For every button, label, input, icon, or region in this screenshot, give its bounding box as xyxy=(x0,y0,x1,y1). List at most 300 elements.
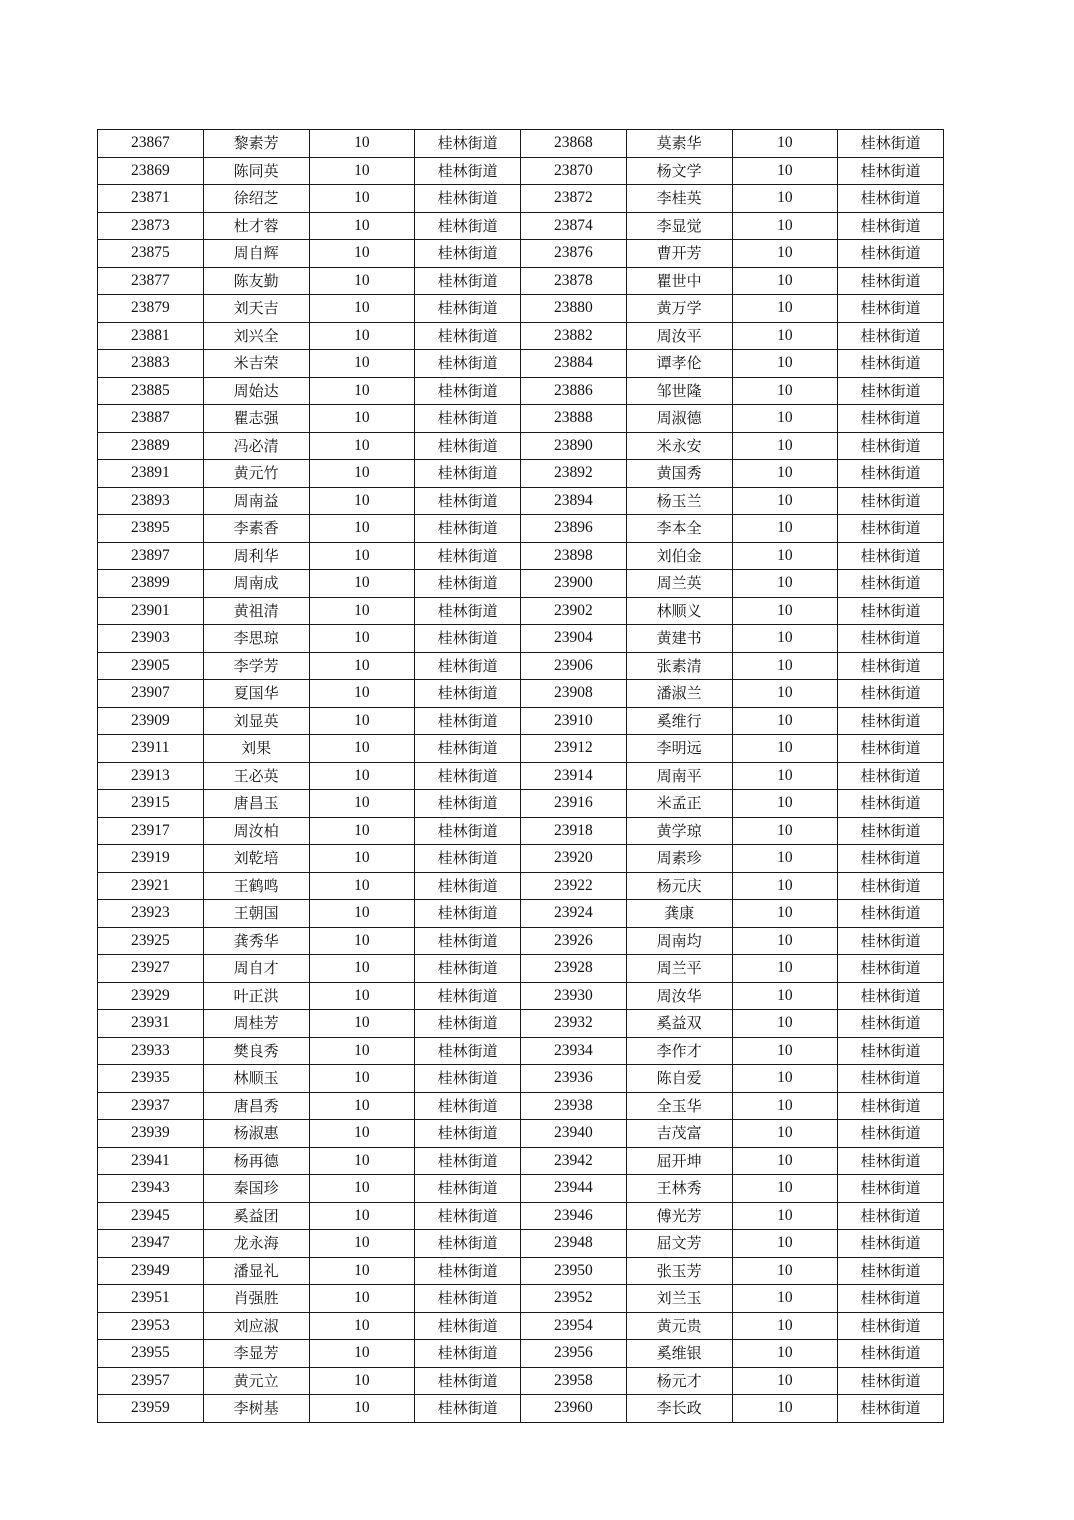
person-name-cell: 黄国秀 xyxy=(626,460,732,488)
street-name-cell: 桂林街道 xyxy=(838,1230,944,1258)
street-name-cell: 桂林街道 xyxy=(415,845,521,873)
person-name-cell: 王鹤鸣 xyxy=(203,872,309,900)
record-id-cell: 23888 xyxy=(521,405,627,433)
value-cell: 10 xyxy=(309,350,415,378)
record-id-cell: 23885 xyxy=(98,377,204,405)
street-name-cell: 桂林街道 xyxy=(415,1010,521,1038)
value-cell: 10 xyxy=(309,707,415,735)
person-name-cell: 唐昌秀 xyxy=(203,1092,309,1120)
record-id-cell: 23896 xyxy=(521,515,627,543)
value-cell: 10 xyxy=(309,790,415,818)
table-row xyxy=(98,1285,944,1313)
record-id-cell: 23902 xyxy=(521,597,627,625)
street-name-cell: 桂林街道 xyxy=(415,1065,521,1093)
record-id-cell: 23926 xyxy=(521,927,627,955)
person-name-cell: 李桂英 xyxy=(626,185,732,213)
street-name-cell: 桂林街道 xyxy=(415,460,521,488)
street-name-cell: 桂林街道 xyxy=(838,652,944,680)
person-name-cell: 米永安 xyxy=(626,432,732,460)
street-name-cell: 桂林街道 xyxy=(415,790,521,818)
person-name-cell: 周兰英 xyxy=(626,570,732,598)
record-id-cell: 23869 xyxy=(98,157,204,185)
table-row xyxy=(98,130,944,158)
street-name-cell: 桂林街道 xyxy=(838,1092,944,1120)
person-name-cell: 米吉荣 xyxy=(203,350,309,378)
street-name-cell: 桂林街道 xyxy=(838,267,944,295)
person-name-cell: 李长政 xyxy=(626,1395,732,1423)
record-id-cell: 23908 xyxy=(521,680,627,708)
person-name-cell: 黄元立 xyxy=(203,1367,309,1395)
person-name-cell: 徐绍芝 xyxy=(203,185,309,213)
street-name-cell: 桂林街道 xyxy=(415,1120,521,1148)
record-id-cell: 23891 xyxy=(98,460,204,488)
record-id-cell: 23949 xyxy=(98,1257,204,1285)
record-id-cell: 23959 xyxy=(98,1395,204,1423)
table-row xyxy=(98,1312,944,1340)
record-id-cell: 23927 xyxy=(98,955,204,983)
record-id-cell: 23939 xyxy=(98,1120,204,1148)
street-name-cell: 桂林街道 xyxy=(415,1312,521,1340)
value-cell: 10 xyxy=(309,1065,415,1093)
street-name-cell: 桂林街道 xyxy=(838,1120,944,1148)
value-cell: 10 xyxy=(309,680,415,708)
value-cell: 10 xyxy=(732,872,838,900)
street-name-cell: 桂林街道 xyxy=(415,900,521,928)
value-cell: 10 xyxy=(309,460,415,488)
table-row xyxy=(98,1395,944,1423)
value-cell: 10 xyxy=(732,982,838,1010)
person-name-cell: 周利华 xyxy=(203,542,309,570)
person-name-cell: 李明远 xyxy=(626,735,732,763)
street-name-cell: 桂林街道 xyxy=(415,295,521,323)
record-id-cell: 23886 xyxy=(521,377,627,405)
value-cell: 10 xyxy=(732,1202,838,1230)
street-name-cell: 桂林街道 xyxy=(415,1395,521,1423)
value-cell: 10 xyxy=(732,900,838,928)
value-cell: 10 xyxy=(309,487,415,515)
person-name-cell: 屈开坤 xyxy=(626,1147,732,1175)
record-id-cell: 23952 xyxy=(521,1285,627,1313)
person-name-cell: 屈文芳 xyxy=(626,1230,732,1258)
street-name-cell: 桂林街道 xyxy=(838,1367,944,1395)
record-id-cell: 23944 xyxy=(521,1175,627,1203)
value-cell: 10 xyxy=(732,322,838,350)
value-cell: 10 xyxy=(309,1037,415,1065)
person-name-cell: 王朝国 xyxy=(203,900,309,928)
value-cell: 10 xyxy=(309,1230,415,1258)
value-cell: 10 xyxy=(732,1340,838,1368)
table-row xyxy=(98,955,944,983)
record-id-cell: 23934 xyxy=(521,1037,627,1065)
value-cell: 10 xyxy=(309,322,415,350)
street-name-cell: 桂林街道 xyxy=(415,487,521,515)
record-id-cell: 23892 xyxy=(521,460,627,488)
record-id-cell: 23877 xyxy=(98,267,204,295)
person-name-cell: 谭孝伦 xyxy=(626,350,732,378)
record-id-cell: 23954 xyxy=(521,1312,627,1340)
person-name-cell: 李思琼 xyxy=(203,625,309,653)
record-id-cell: 23923 xyxy=(98,900,204,928)
person-name-cell: 李本全 xyxy=(626,515,732,543)
table-row xyxy=(98,817,944,845)
person-name-cell: 奚维行 xyxy=(626,707,732,735)
record-id-cell: 23955 xyxy=(98,1340,204,1368)
person-name-cell: 李作才 xyxy=(626,1037,732,1065)
record-id-cell: 23874 xyxy=(521,212,627,240)
value-cell: 10 xyxy=(309,157,415,185)
person-name-cell: 瞿志强 xyxy=(203,405,309,433)
person-name-cell: 李树基 xyxy=(203,1395,309,1423)
person-name-cell: 龚康 xyxy=(626,900,732,928)
table-row xyxy=(98,212,944,240)
street-name-cell: 桂林街道 xyxy=(415,1285,521,1313)
table-row xyxy=(98,295,944,323)
street-name-cell: 桂林街道 xyxy=(838,845,944,873)
street-name-cell: 桂林街道 xyxy=(838,157,944,185)
table-row xyxy=(98,1037,944,1065)
street-name-cell: 桂林街道 xyxy=(838,1175,944,1203)
record-id-cell: 23935 xyxy=(98,1065,204,1093)
value-cell: 10 xyxy=(732,460,838,488)
record-id-cell: 23945 xyxy=(98,1202,204,1230)
person-name-cell: 周自才 xyxy=(203,955,309,983)
record-id-cell: 23889 xyxy=(98,432,204,460)
person-name-cell: 李显觉 xyxy=(626,212,732,240)
record-id-cell: 23910 xyxy=(521,707,627,735)
person-name-cell: 龙永海 xyxy=(203,1230,309,1258)
record-id-cell: 23911 xyxy=(98,735,204,763)
value-cell: 10 xyxy=(732,955,838,983)
record-id-cell: 23887 xyxy=(98,405,204,433)
person-name-cell: 林顺玉 xyxy=(203,1065,309,1093)
value-cell: 10 xyxy=(732,845,838,873)
street-name-cell: 桂林街道 xyxy=(415,762,521,790)
street-name-cell: 桂林街道 xyxy=(838,432,944,460)
person-name-cell: 刘天吉 xyxy=(203,295,309,323)
street-name-cell: 桂林街道 xyxy=(415,1230,521,1258)
value-cell: 10 xyxy=(309,927,415,955)
record-id-cell: 23930 xyxy=(521,982,627,1010)
records-table xyxy=(97,129,944,1423)
value-cell: 10 xyxy=(732,185,838,213)
record-id-cell: 23868 xyxy=(521,130,627,158)
value-cell: 10 xyxy=(309,900,415,928)
street-name-cell: 桂林街道 xyxy=(415,707,521,735)
value-cell: 10 xyxy=(732,1312,838,1340)
value-cell: 10 xyxy=(732,707,838,735)
table-row xyxy=(98,982,944,1010)
record-id-cell: 23942 xyxy=(521,1147,627,1175)
record-id-cell: 23867 xyxy=(98,130,204,158)
street-name-cell: 桂林街道 xyxy=(838,487,944,515)
street-name-cell: 桂林街道 xyxy=(838,1285,944,1313)
record-id-cell: 23940 xyxy=(521,1120,627,1148)
person-name-cell: 张玉芳 xyxy=(626,1257,732,1285)
street-name-cell: 桂林街道 xyxy=(415,1367,521,1395)
value-cell: 10 xyxy=(732,487,838,515)
value-cell: 10 xyxy=(309,1395,415,1423)
person-name-cell: 周素珍 xyxy=(626,845,732,873)
street-name-cell: 桂林街道 xyxy=(838,515,944,543)
street-name-cell: 桂林街道 xyxy=(838,625,944,653)
value-cell: 10 xyxy=(309,652,415,680)
table-row xyxy=(98,1147,944,1175)
table-row xyxy=(98,1340,944,1368)
record-id-cell: 23938 xyxy=(521,1092,627,1120)
street-name-cell: 桂林街道 xyxy=(415,625,521,653)
value-cell: 10 xyxy=(732,1395,838,1423)
table-row xyxy=(98,185,944,213)
street-name-cell: 桂林街道 xyxy=(838,790,944,818)
value-cell: 10 xyxy=(732,350,838,378)
person-name-cell: 肖强胜 xyxy=(203,1285,309,1313)
person-name-cell: 陈自爱 xyxy=(626,1065,732,1093)
person-name-cell: 秦国珍 xyxy=(203,1175,309,1203)
value-cell: 10 xyxy=(732,1065,838,1093)
record-id-cell: 23936 xyxy=(521,1065,627,1093)
record-id-cell: 23909 xyxy=(98,707,204,735)
record-id-cell: 23931 xyxy=(98,1010,204,1038)
person-name-cell: 刘兴全 xyxy=(203,322,309,350)
street-name-cell: 桂林街道 xyxy=(415,735,521,763)
record-id-cell: 23916 xyxy=(521,790,627,818)
table-row xyxy=(98,542,944,570)
value-cell: 10 xyxy=(732,1367,838,1395)
value-cell: 10 xyxy=(309,1285,415,1313)
value-cell: 10 xyxy=(732,542,838,570)
record-id-cell: 23880 xyxy=(521,295,627,323)
person-name-cell: 刘果 xyxy=(203,735,309,763)
record-id-cell: 23912 xyxy=(521,735,627,763)
record-id-cell: 23915 xyxy=(98,790,204,818)
value-cell: 10 xyxy=(309,1120,415,1148)
person-name-cell: 周桂芳 xyxy=(203,1010,309,1038)
table-row xyxy=(98,1120,944,1148)
street-name-cell: 桂林街道 xyxy=(415,570,521,598)
person-name-cell: 黄元贵 xyxy=(626,1312,732,1340)
person-name-cell: 周淑德 xyxy=(626,405,732,433)
person-name-cell: 潘显礼 xyxy=(203,1257,309,1285)
value-cell: 10 xyxy=(732,1285,838,1313)
person-name-cell: 周南成 xyxy=(203,570,309,598)
record-id-cell: 23933 xyxy=(98,1037,204,1065)
person-name-cell: 王必英 xyxy=(203,762,309,790)
record-id-cell: 23950 xyxy=(521,1257,627,1285)
street-name-cell: 桂林街道 xyxy=(415,212,521,240)
record-id-cell: 23951 xyxy=(98,1285,204,1313)
person-name-cell: 杨再德 xyxy=(203,1147,309,1175)
person-name-cell: 瞿世中 xyxy=(626,267,732,295)
person-name-cell: 夏国华 xyxy=(203,680,309,708)
record-id-cell: 23948 xyxy=(521,1230,627,1258)
record-id-cell: 23872 xyxy=(521,185,627,213)
value-cell: 10 xyxy=(309,515,415,543)
person-name-cell: 黄学琼 xyxy=(626,817,732,845)
street-name-cell: 桂林街道 xyxy=(838,1010,944,1038)
value-cell: 10 xyxy=(732,762,838,790)
value-cell: 10 xyxy=(732,240,838,268)
street-name-cell: 桂林街道 xyxy=(838,185,944,213)
street-name-cell: 桂林街道 xyxy=(838,735,944,763)
person-name-cell: 周南均 xyxy=(626,927,732,955)
table-row xyxy=(98,1257,944,1285)
street-name-cell: 桂林街道 xyxy=(415,652,521,680)
street-name-cell: 桂林街道 xyxy=(838,1065,944,1093)
street-name-cell: 桂林街道 xyxy=(415,377,521,405)
street-name-cell: 桂林街道 xyxy=(838,212,944,240)
value-cell: 10 xyxy=(732,1147,838,1175)
value-cell: 10 xyxy=(309,845,415,873)
record-id-cell: 23899 xyxy=(98,570,204,598)
person-name-cell: 邹世隆 xyxy=(626,377,732,405)
record-id-cell: 23941 xyxy=(98,1147,204,1175)
record-id-cell: 23894 xyxy=(521,487,627,515)
table-row xyxy=(98,570,944,598)
street-name-cell: 桂林街道 xyxy=(838,1312,944,1340)
street-name-cell: 桂林街道 xyxy=(415,322,521,350)
record-id-cell: 23895 xyxy=(98,515,204,543)
table-row xyxy=(98,597,944,625)
street-name-cell: 桂林街道 xyxy=(415,515,521,543)
street-name-cell: 桂林街道 xyxy=(415,405,521,433)
record-id-cell: 23946 xyxy=(521,1202,627,1230)
person-name-cell: 林顺义 xyxy=(626,597,732,625)
value-cell: 10 xyxy=(732,1092,838,1120)
street-name-cell: 桂林街道 xyxy=(838,1037,944,1065)
record-id-cell: 23937 xyxy=(98,1092,204,1120)
person-name-cell: 刘应淑 xyxy=(203,1312,309,1340)
record-id-cell: 23917 xyxy=(98,817,204,845)
value-cell: 10 xyxy=(309,405,415,433)
record-id-cell: 23947 xyxy=(98,1230,204,1258)
person-name-cell: 刘显英 xyxy=(203,707,309,735)
value-cell: 10 xyxy=(732,1010,838,1038)
record-id-cell: 23921 xyxy=(98,872,204,900)
person-name-cell: 莫素华 xyxy=(626,130,732,158)
person-name-cell: 杨元才 xyxy=(626,1367,732,1395)
record-id-cell: 23943 xyxy=(98,1175,204,1203)
value-cell: 10 xyxy=(309,542,415,570)
value-cell: 10 xyxy=(732,735,838,763)
person-name-cell: 奚维银 xyxy=(626,1340,732,1368)
value-cell: 10 xyxy=(309,377,415,405)
table-row xyxy=(98,1175,944,1203)
person-name-cell: 杨元庆 xyxy=(626,872,732,900)
street-name-cell: 桂林街道 xyxy=(415,680,521,708)
table-row xyxy=(98,790,944,818)
street-name-cell: 桂林街道 xyxy=(838,817,944,845)
person-name-cell: 李素香 xyxy=(203,515,309,543)
record-id-cell: 23870 xyxy=(521,157,627,185)
value-cell: 10 xyxy=(309,1010,415,1038)
street-name-cell: 桂林街道 xyxy=(838,460,944,488)
value-cell: 10 xyxy=(732,1257,838,1285)
person-name-cell: 杜才蓉 xyxy=(203,212,309,240)
table-row xyxy=(98,487,944,515)
table-row xyxy=(98,267,944,295)
value-cell: 10 xyxy=(309,817,415,845)
record-id-cell: 23906 xyxy=(521,652,627,680)
street-name-cell: 桂林街道 xyxy=(838,1340,944,1368)
record-id-cell: 23875 xyxy=(98,240,204,268)
street-name-cell: 桂林街道 xyxy=(838,542,944,570)
street-name-cell: 桂林街道 xyxy=(838,597,944,625)
table-row xyxy=(98,735,944,763)
street-name-cell: 桂林街道 xyxy=(838,377,944,405)
value-cell: 10 xyxy=(732,1230,838,1258)
street-name-cell: 桂林街道 xyxy=(838,762,944,790)
street-name-cell: 桂林街道 xyxy=(838,130,944,158)
value-cell: 10 xyxy=(732,570,838,598)
street-name-cell: 桂林街道 xyxy=(415,1340,521,1368)
street-name-cell: 桂林街道 xyxy=(838,707,944,735)
person-name-cell: 周始达 xyxy=(203,377,309,405)
table-row xyxy=(98,845,944,873)
person-name-cell: 刘兰玉 xyxy=(626,1285,732,1313)
record-id-cell: 23900 xyxy=(521,570,627,598)
value-cell: 10 xyxy=(732,597,838,625)
record-id-cell: 23881 xyxy=(98,322,204,350)
record-id-cell: 23953 xyxy=(98,1312,204,1340)
table-row xyxy=(98,157,944,185)
person-name-cell: 全玉华 xyxy=(626,1092,732,1120)
record-id-cell: 23873 xyxy=(98,212,204,240)
value-cell: 10 xyxy=(732,157,838,185)
table-row xyxy=(98,1230,944,1258)
table-row xyxy=(98,762,944,790)
value-cell: 10 xyxy=(309,1367,415,1395)
value-cell: 10 xyxy=(309,295,415,323)
person-name-cell: 叶正洪 xyxy=(203,982,309,1010)
street-name-cell: 桂林街道 xyxy=(838,1395,944,1423)
person-name-cell: 周汝华 xyxy=(626,982,732,1010)
person-name-cell: 周兰平 xyxy=(626,955,732,983)
person-name-cell: 周汝平 xyxy=(626,322,732,350)
table-row xyxy=(98,322,944,350)
value-cell: 10 xyxy=(309,212,415,240)
value-cell: 10 xyxy=(732,267,838,295)
street-name-cell: 桂林街道 xyxy=(838,927,944,955)
street-name-cell: 桂林街道 xyxy=(415,982,521,1010)
value-cell: 10 xyxy=(732,1120,838,1148)
person-name-cell: 黎素芳 xyxy=(203,130,309,158)
person-name-cell: 刘乾培 xyxy=(203,845,309,873)
table-row xyxy=(98,460,944,488)
person-name-cell: 陈友勤 xyxy=(203,267,309,295)
value-cell: 10 xyxy=(309,130,415,158)
street-name-cell: 桂林街道 xyxy=(838,955,944,983)
person-name-cell: 黄万学 xyxy=(626,295,732,323)
record-id-cell: 23920 xyxy=(521,845,627,873)
table-row xyxy=(98,1092,944,1120)
value-cell: 10 xyxy=(309,240,415,268)
table-row xyxy=(98,900,944,928)
person-name-cell: 王林秀 xyxy=(626,1175,732,1203)
value-cell: 10 xyxy=(732,295,838,323)
value-cell: 10 xyxy=(309,267,415,295)
street-name-cell: 桂林街道 xyxy=(838,405,944,433)
value-cell: 10 xyxy=(309,1147,415,1175)
table-row xyxy=(98,1010,944,1038)
person-name-cell: 李显芳 xyxy=(203,1340,309,1368)
person-name-cell: 黄祖清 xyxy=(203,597,309,625)
record-id-cell: 23897 xyxy=(98,542,204,570)
value-cell: 10 xyxy=(732,680,838,708)
person-name-cell: 曹开芳 xyxy=(626,240,732,268)
street-name-cell: 桂林街道 xyxy=(415,1092,521,1120)
table-row xyxy=(98,405,944,433)
value-cell: 10 xyxy=(309,762,415,790)
